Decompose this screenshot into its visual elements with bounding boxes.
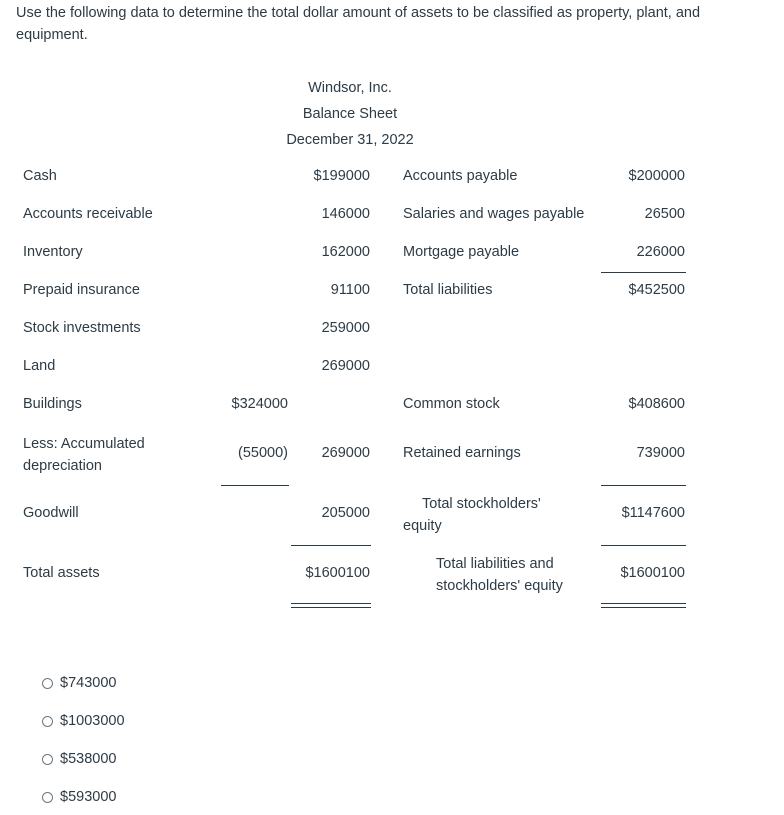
total-liab-equity-amount: $1600100 (620, 565, 685, 581)
answer-option-label: $593000 (60, 789, 117, 805)
assets-column-underline (291, 545, 371, 546)
net-buildings-amount: 269000 (321, 445, 370, 461)
total-liabilities-label: Total liabilities (403, 282, 493, 298)
statement-title: Balance Sheet (302, 106, 398, 122)
inner-column-underline (221, 485, 289, 486)
cash-amount: $199000 (313, 168, 370, 184)
land-amount: 269000 (321, 358, 370, 374)
company-name: Windsor, Inc. (308, 80, 392, 96)
accounts-payable-label: Accounts payable (403, 168, 518, 184)
statement-date: December 31, 2022 (286, 132, 414, 148)
retained-earnings-amount: 739000 (636, 445, 685, 461)
liabilities-underline (601, 272, 686, 273)
answer-option-label: $1003000 (60, 713, 125, 729)
goodwill-amount: 205000 (321, 505, 370, 521)
inventory-amount: 162000 (321, 244, 370, 260)
answer-option-1[interactable] (42, 673, 116, 693)
answer-option-4[interactable] (42, 787, 116, 807)
accounts-receivable-label: Accounts receivable (23, 206, 153, 222)
radio-button-icon[interactable] (42, 792, 53, 803)
radio-button-icon[interactable] (42, 716, 53, 727)
answer-option-2[interactable] (42, 711, 125, 731)
mortgage-payable-amount: 226000 (636, 244, 685, 260)
total-equity-amount: $1147600 (621, 505, 685, 521)
total-liabilities-amount: $452500 (628, 282, 685, 298)
accumulated-depreciation-amount: (55000) (238, 445, 288, 461)
prepaid-insurance-label: Prepaid insurance (23, 282, 140, 298)
accounts-payable-amount: $200000 (628, 168, 685, 184)
total-assets-double-underline (291, 603, 371, 608)
buildings-amount: $324000 (231, 396, 288, 412)
radio-button-icon[interactable] (42, 754, 53, 765)
cash-label: Cash (23, 168, 57, 184)
salaries-payable-label: Salaries and wages payable (403, 206, 585, 222)
answer-option-3[interactable] (42, 749, 116, 769)
land-label: Land (23, 358, 56, 374)
total-liab-equity-double-underline (601, 603, 686, 608)
total-assets-amount: $1600100 (305, 565, 370, 581)
total-equity-underline (601, 545, 686, 546)
total-assets-label: Total assets (23, 565, 100, 581)
total-liab-equity-label: Total liabilities and stockholders' equity (436, 556, 563, 594)
retained-earnings-label: Retained earnings (403, 445, 521, 461)
buildings-label: Buildings (23, 396, 82, 412)
common-stock-amount: $408600 (628, 396, 685, 412)
answer-option-label: $538000 (60, 751, 117, 767)
stock-investments-label: Stock investments (23, 320, 141, 336)
common-stock-label: Common stock (403, 396, 500, 412)
salaries-payable-amount: 26500 (644, 206, 685, 222)
equity-underline (601, 485, 686, 486)
radio-button-icon[interactable] (42, 678, 53, 689)
accounts-receivable-amount: 146000 (321, 206, 370, 222)
question-text: Use the following data to determine the total dollar amount of assets to be classified as property, plant, and equipment. (16, 5, 701, 43)
mortgage-payable-label: Mortgage payable (403, 244, 520, 260)
answer-option-label: $743000 (60, 675, 117, 691)
total-equity-label: Total stockholders' equity (403, 496, 541, 534)
inventory-label: Inventory (23, 244, 83, 260)
stock-investments-amount: 259000 (321, 320, 370, 336)
accumulated-depreciation-label: Less: Accumulated depreciation (23, 436, 145, 474)
prepaid-insurance-amount: 91100 (330, 282, 370, 298)
goodwill-label: Goodwill (23, 505, 79, 521)
